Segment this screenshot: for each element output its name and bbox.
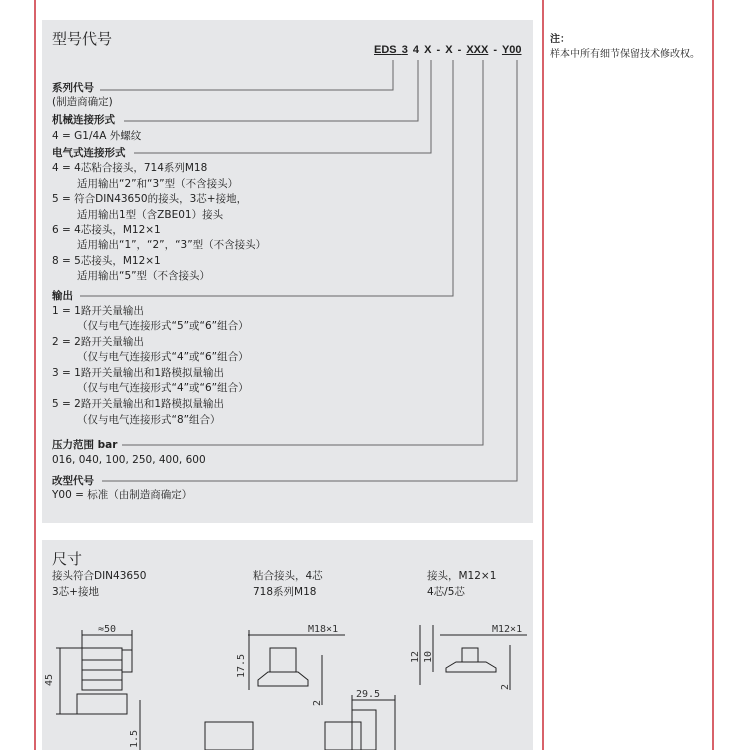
col2-label: 粘合接头，4芯: [253, 570, 323, 582]
model-code-row: 压力范围 bar: [52, 439, 118, 451]
code-4: 4: [412, 44, 419, 56]
model-code-row: 2 = 2路开关量输出: [52, 336, 144, 348]
m18-connector-body: [270, 648, 296, 672]
dim-h15: 1.5: [129, 729, 140, 748]
col1-sublabel: 3芯+接地: [52, 586, 99, 598]
dim-h45: 45: [44, 673, 55, 686]
note-title: 注：: [550, 34, 570, 45]
din-connector-body: [82, 648, 122, 690]
model-code-row: 电气式连接形式: [52, 147, 126, 159]
code-x1: X: [424, 44, 432, 56]
dim-m18: M18×1: [308, 624, 339, 635]
col3-label: 接头，M12×1: [427, 570, 497, 582]
model-code-row: 适用输出“2”和“3”型（不含接头）: [77, 178, 239, 190]
dim-d2b: 2: [500, 683, 511, 690]
col2-sublabel: 718系列M18: [253, 586, 317, 598]
code-3: 3: [401, 44, 408, 56]
dim-d2a: 2: [312, 699, 323, 706]
code-dash: -: [457, 44, 462, 56]
dim-h12: 12: [410, 650, 421, 663]
model-code-row: 8 = 5芯接头，M12×1: [52, 255, 161, 267]
col3-sublabel: 4芯/5芯: [427, 586, 465, 598]
code-eds: EDS: [374, 44, 397, 56]
code-x2: X: [445, 44, 453, 56]
model-code-row: 5 = 符合DIN43650的接头，3芯+接地，: [52, 193, 248, 205]
dim-h175: 17.5: [236, 653, 247, 678]
code-xxx: XXX: [466, 44, 489, 56]
dimensions-title: 尺寸: [52, 550, 83, 568]
model-code-row: （仅与电气连接形式“5”或“6”组合）: [77, 320, 249, 332]
col1-label: 接头符合DIN43650: [52, 570, 147, 582]
dim-w295: 29.5: [356, 689, 381, 700]
model-code-row: 1 = 1路开关量输出: [52, 305, 144, 317]
model-code-row: 适用输出1型（含ZBE01）接头: [77, 209, 224, 221]
model-code-row: （仅与电气连接形式“8”组合）: [77, 414, 221, 426]
dim-w50: ≈50: [98, 624, 117, 635]
model-code-row: 适用输出“1”，“2”，“3”型（不含接头）: [77, 239, 267, 251]
model-code-row: 5 = 2路开关量输出和1路模拟量输出: [52, 398, 225, 410]
model-code-row: (制造商确定): [52, 96, 113, 108]
model-code-row: 4 = 4芯粘合接头，714系列M18: [52, 162, 208, 174]
m18-connector-top-view: [205, 722, 253, 750]
code-y00: Y00: [501, 44, 522, 56]
code-dash: -: [493, 44, 498, 56]
model-code-row: 改型代号: [52, 475, 94, 487]
dim-m12: M12×1: [492, 624, 523, 635]
model-code-row: （仅与电气连接形式“4”或“6”组合）: [77, 351, 249, 363]
model-code-row: 适用输出“5”型（不含接头）: [77, 270, 211, 282]
model-code-row: 3 = 1路开关量输出和1路模拟量输出: [52, 367, 225, 379]
model-code-row: （仅与电气连接形式“4”或“6”组合）: [77, 382, 249, 394]
model-code-title: 型号代号: [52, 30, 113, 48]
model-code-row: Y00 = 标准（由制造商确定）: [52, 489, 193, 501]
model-code-row: 4 = G1/4A 外螺纹: [52, 130, 142, 142]
model-code-row: 系列代号: [52, 82, 94, 94]
note-text: 样本中所有细节保留技术修改权。: [550, 49, 700, 60]
dim-h10: 10: [423, 650, 434, 663]
model-code-row: 机械连接形式: [52, 114, 115, 126]
model-code-row: 6 = 4芯接头，M12×1: [52, 224, 161, 236]
m12-connector-body: [462, 648, 478, 662]
model-code-row: 输出: [52, 290, 73, 302]
model-code-row: 016, 040, 100, 250, 400, 600: [52, 454, 206, 466]
code-dash: -: [436, 44, 441, 56]
